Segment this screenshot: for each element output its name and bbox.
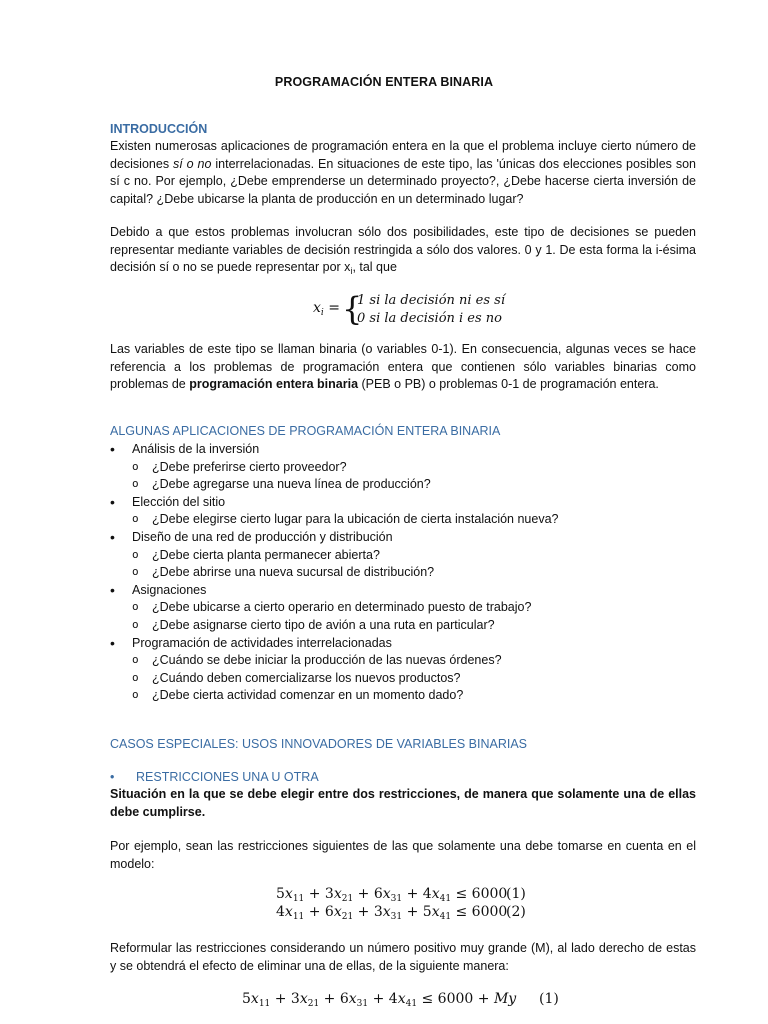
special-paragraph-2: Por ejemplo, sean las restricciones siguientes de las que solamente una debe tomarse en cuenta en el modelo: [110, 839, 696, 871]
application-item: • Análisis de la inversión [110, 441, 710, 459]
equation-term: $4x_{11}$ [276, 904, 305, 922]
applications-list [110, 441, 710, 705]
intro-paragraph-1 [110, 138, 696, 208]
application-subitem: o ¿Debe elegirse cierto lugar para la ubicación de cierta instalación nueva? [110, 511, 710, 529]
constraint-2: $4x_{11} + 6x_{21} + 3x_{31} + 5x_{41} \le 6000$ [276, 904, 508, 922]
binary-case-definition [313, 291, 533, 331]
bullet-dot: • [110, 770, 115, 784]
application-subitem: o ¿Debe cierta actividad comenzar en un momento dado? [110, 687, 710, 705]
applications-heading: ALGUNAS APLICACIONES DE PROGRAMACIÓN ENTERA BINARIA [110, 424, 501, 438]
equation-term: $3x_{31}$ [373, 904, 403, 922]
intro-p3-text: Las variables de este tipo se llaman binaria (o variables 0-1). En consecuencia, algunas veces se hace referencia a los problemas de programación entera que contienen sólo variables binarias como problemas de [110, 342, 696, 392]
application-item: • Elección del sitio [110, 494, 710, 512]
application-subitem: o ¿Cuándo se debe iniciar la producción de las nuevas órdenes? [110, 652, 710, 670]
equation-term: $4x_{41}$ [422, 886, 452, 904]
intro-p3-text-end: (PEB o PB) o problemas 0-1 de programación entera. [358, 377, 659, 392]
case-row-1: 1 si la decisión ni es sí [357, 293, 506, 308]
case-lhs [313, 300, 340, 323]
application-subitem: o ¿Debe abrirse una nueva sucursal de distribución? [110, 564, 710, 582]
constraint-1: $5x_{11} + 3x_{21} + 6x_{31} + 4x_{41} \le 6000$ [276, 886, 508, 904]
constraint-2-number: (2) [506, 904, 526, 920]
intro-p1-text-end: interrelacionadas. En situaciones de este tipo, las 'únicas dos elecciones posibles son sí c no. Por ejemplo, ¿Debe emprenderse un determinado proyecto?, ¿Debe hacerse cierta inversión de capital? ¿Debe ubicarse la planta de producción en un determinado lugar? [110, 156, 696, 206]
equation-term: $6x_{31}$ [339, 991, 369, 1009]
case-var: x [313, 300, 321, 316]
either-or-heading: RESTRICCIONES UNA U OTRA [136, 770, 319, 784]
document-title: PROGRAMACIÓN ENTERA BINARIA [274, 75, 494, 89]
application-subitem: o ¿Debe agregarse una nueva línea de producción? [110, 476, 710, 494]
special-paragraph-3: Reformular las restricciones considerando un número positivo muy grande (M), al lado derecho de estas y se obtendrá el efecto de eliminar una de ellas, de la siguiente manera: [110, 941, 696, 973]
intro-p1-text: Existen numerosas aplicaciones de programación entera en la que el problema incluye cierto número de decisiones [110, 139, 696, 171]
equation-term: $5x_{11}$ [276, 886, 305, 904]
special-paragraph-1: Situación en la que se debe elegir entre dos restricciones, de manera que solamente una de ellas debe cumplirse. [110, 787, 696, 819]
intro-p2-text: Debido a que estos problemas involucran sólo dos posibilidades, este tipo de decisiones se pueden representar mediante variables de decisión restringida a sólo dos valores. 0 y 1. De esta forma la i-ésima decisión sí o no se puede representar por x [110, 225, 696, 275]
application-subitem: o ¿Cuándo deben comercializarse los nuevos productos? [110, 670, 710, 688]
constraint-reformulated-1: $5x_{11} + 3x_{21} + 6x_{31} + 4x_{41} \le 6000 + My$ [242, 991, 517, 1009]
equation-term: $5x_{11}$ [242, 991, 271, 1009]
application-item: • Programación de actividades interrelacionadas [110, 635, 710, 653]
intro-p2-text-end: , tal que [352, 260, 397, 275]
application-subitem: o ¿Debe asignarse cierto tipo de avión a una ruta en particular? [110, 617, 710, 635]
intro-p1-emphasis: sí o no [173, 156, 212, 171]
constraint-reformulated-1-number: (1) [539, 991, 559, 1007]
intro-p2-subscript: i [350, 266, 353, 277]
equation-term: $6x_{31}$ [373, 886, 403, 904]
application-item: • Asignaciones [110, 582, 710, 600]
intro-heading: INTRODUCCIÓN [110, 122, 208, 136]
constraint-1-number: (1) [506, 886, 526, 902]
equation-term: $5x_{41}$ [422, 904, 452, 922]
case-equals: = [323, 300, 340, 316]
application-subitem: o ¿Debe cierta planta permanecer abierta? [110, 547, 710, 565]
application-subitem: o ¿Debe preferirse cierto proveedor? [110, 459, 710, 477]
equation-term: $6x_{21}$ [324, 904, 354, 922]
case-row-2: 0 si la decisión i es no [357, 311, 503, 326]
equation-term: $3x_{21}$ [324, 886, 354, 904]
intro-p3-bold: programación entera binaria [189, 377, 359, 392]
intro-paragraph-2 [110, 224, 696, 281]
special-cases-heading: CASOS ESPECIALES: USOS INNOVADORES DE VARIABLES BINARIAS [110, 737, 528, 751]
application-subitem: o ¿Debe ubicarse a cierto operario en determinado puesto de trabajo? [110, 599, 710, 617]
case-brace: { [342, 290, 363, 328]
equation-term: $4x_{41}$ [388, 991, 418, 1009]
case-var-subscript: i [320, 308, 324, 318]
intro-paragraph-3 [110, 341, 696, 394]
big-m-term: My [493, 991, 517, 1007]
application-item: • Diseño de una red de producción y distribución [110, 529, 710, 547]
equation-term: $3x_{21}$ [290, 991, 320, 1009]
